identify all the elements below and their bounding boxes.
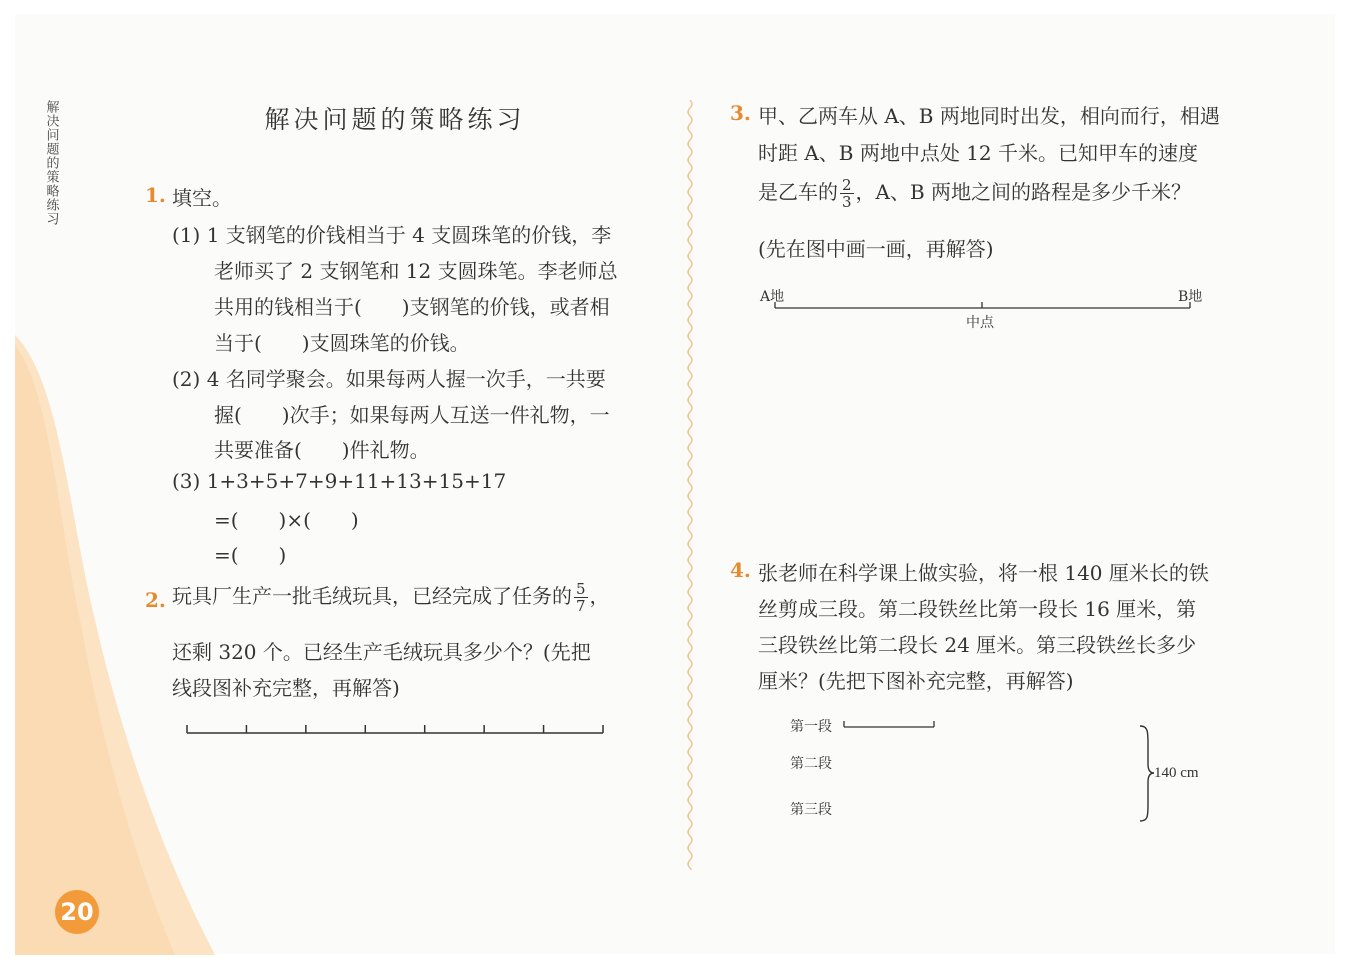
- question-4-number: 4.: [730, 558, 751, 582]
- q2-line3: 线段图补充完整，再解答): [172, 676, 400, 700]
- q1-part2-line1: (2) 4 名同学聚会。如果每两人握一次手，一共要: [172, 367, 606, 391]
- q4-segment-1-line: [840, 716, 940, 732]
- q3-line3: [758, 176, 1191, 210]
- q3-distance-diagram: [770, 298, 1195, 314]
- question-3-number: 3.: [730, 101, 751, 125]
- page-number: 20: [60, 898, 94, 926]
- q2-line1-comma: ，: [589, 584, 610, 608]
- q3-fraction: [840, 177, 854, 210]
- q3-line2: 时距 A、B 两地中点处 12 千米。已知甲车的速度: [758, 141, 1199, 165]
- q3-fraction-denominator: 3: [842, 193, 852, 211]
- q1-part2-line3: 共要准备( )件礼物。: [214, 438, 430, 462]
- q4-line1: 张老师在科学课上做实验，将一根 140 厘米长的铁: [758, 561, 1209, 585]
- q4-segment-2-label: 第二段: [790, 756, 832, 772]
- q1-part3-line2: =( )×( ): [214, 508, 359, 532]
- q3-line3-text: 是乙车的: [758, 180, 838, 204]
- q3-label-a: A地: [760, 289, 785, 305]
- q2-fraction-numerator: 5: [576, 580, 586, 598]
- q2-line2: 还剩 320 个。已经生产毛绒玩具多少个？(先把: [172, 640, 591, 664]
- page-title: 解决问题的策略练习: [264, 105, 526, 134]
- q4-segment-1-label: 第一段: [790, 719, 832, 735]
- q2-segment-ticks: [187, 725, 603, 733]
- q2-segment-diagram: [185, 718, 605, 738]
- q4-segment-3-label: 第三段: [790, 802, 832, 818]
- side-section-title: [42, 100, 60, 231]
- question-2-number: 2.: [145, 588, 166, 612]
- page-number-badge: [55, 890, 99, 934]
- q1-part1-line1: (1) 1 支钢笔的价钱相当于 4 支圆珠笔的价钱，李: [172, 223, 612, 247]
- q2-line1-text: 玩具厂生产一批毛绒玩具，已经完成了任务的: [172, 584, 572, 608]
- q3-fraction-numerator: 2: [842, 176, 852, 194]
- q3-line3-rest: ，A、B 两地之间的路程是多少千米？: [855, 180, 1192, 204]
- q4-line2: 丝剪成三段。第二段铁丝比第一段长 16 厘米，第: [758, 597, 1197, 621]
- question-1-heading: 填空。: [172, 186, 232, 210]
- q3-line1: 甲、乙两车从 A、B 两地同时出发，相向而行，相遇: [758, 104, 1220, 128]
- q2-fraction-denominator: 7: [576, 597, 586, 615]
- q1-part3-line1: (3) 1+3+5+7+9+11+13+15+17: [172, 469, 507, 493]
- q2-fraction: [574, 581, 588, 614]
- q4-line3: 三段铁丝比第二段长 24 厘米。第三段铁丝长多少: [758, 633, 1197, 657]
- wavy-column-divider: [680, 100, 700, 870]
- q1-part1-line2: 老师买了 2 支钢笔和 12 支圆珠笔。李老师总: [214, 259, 618, 283]
- q4-line4: 厘米？(先把下图补充完整，再解答): [758, 669, 1074, 693]
- q1-part2-line2: 握( )次手；如果每两人互送一件礼物，一: [214, 403, 610, 427]
- q3-line4: (先在图中画一画，再解答): [758, 237, 994, 261]
- question-1-number: 1.: [145, 183, 166, 207]
- q4-total-length: 140 cm: [1154, 765, 1199, 781]
- q3-label-b: B地: [1178, 289, 1203, 305]
- q2-line1: [172, 580, 610, 614]
- q3-label-midpoint: 中点: [966, 315, 994, 331]
- q1-part1-line4: 当于( )支圆珠笔的价钱。: [214, 331, 470, 355]
- q1-part3-line3: =( ): [214, 543, 287, 567]
- q1-part1-line3: 共用的钱相当于( )支钢笔的价钱，或者相: [214, 295, 610, 319]
- side-title-text: 解决问题的策略练习: [43, 100, 59, 226]
